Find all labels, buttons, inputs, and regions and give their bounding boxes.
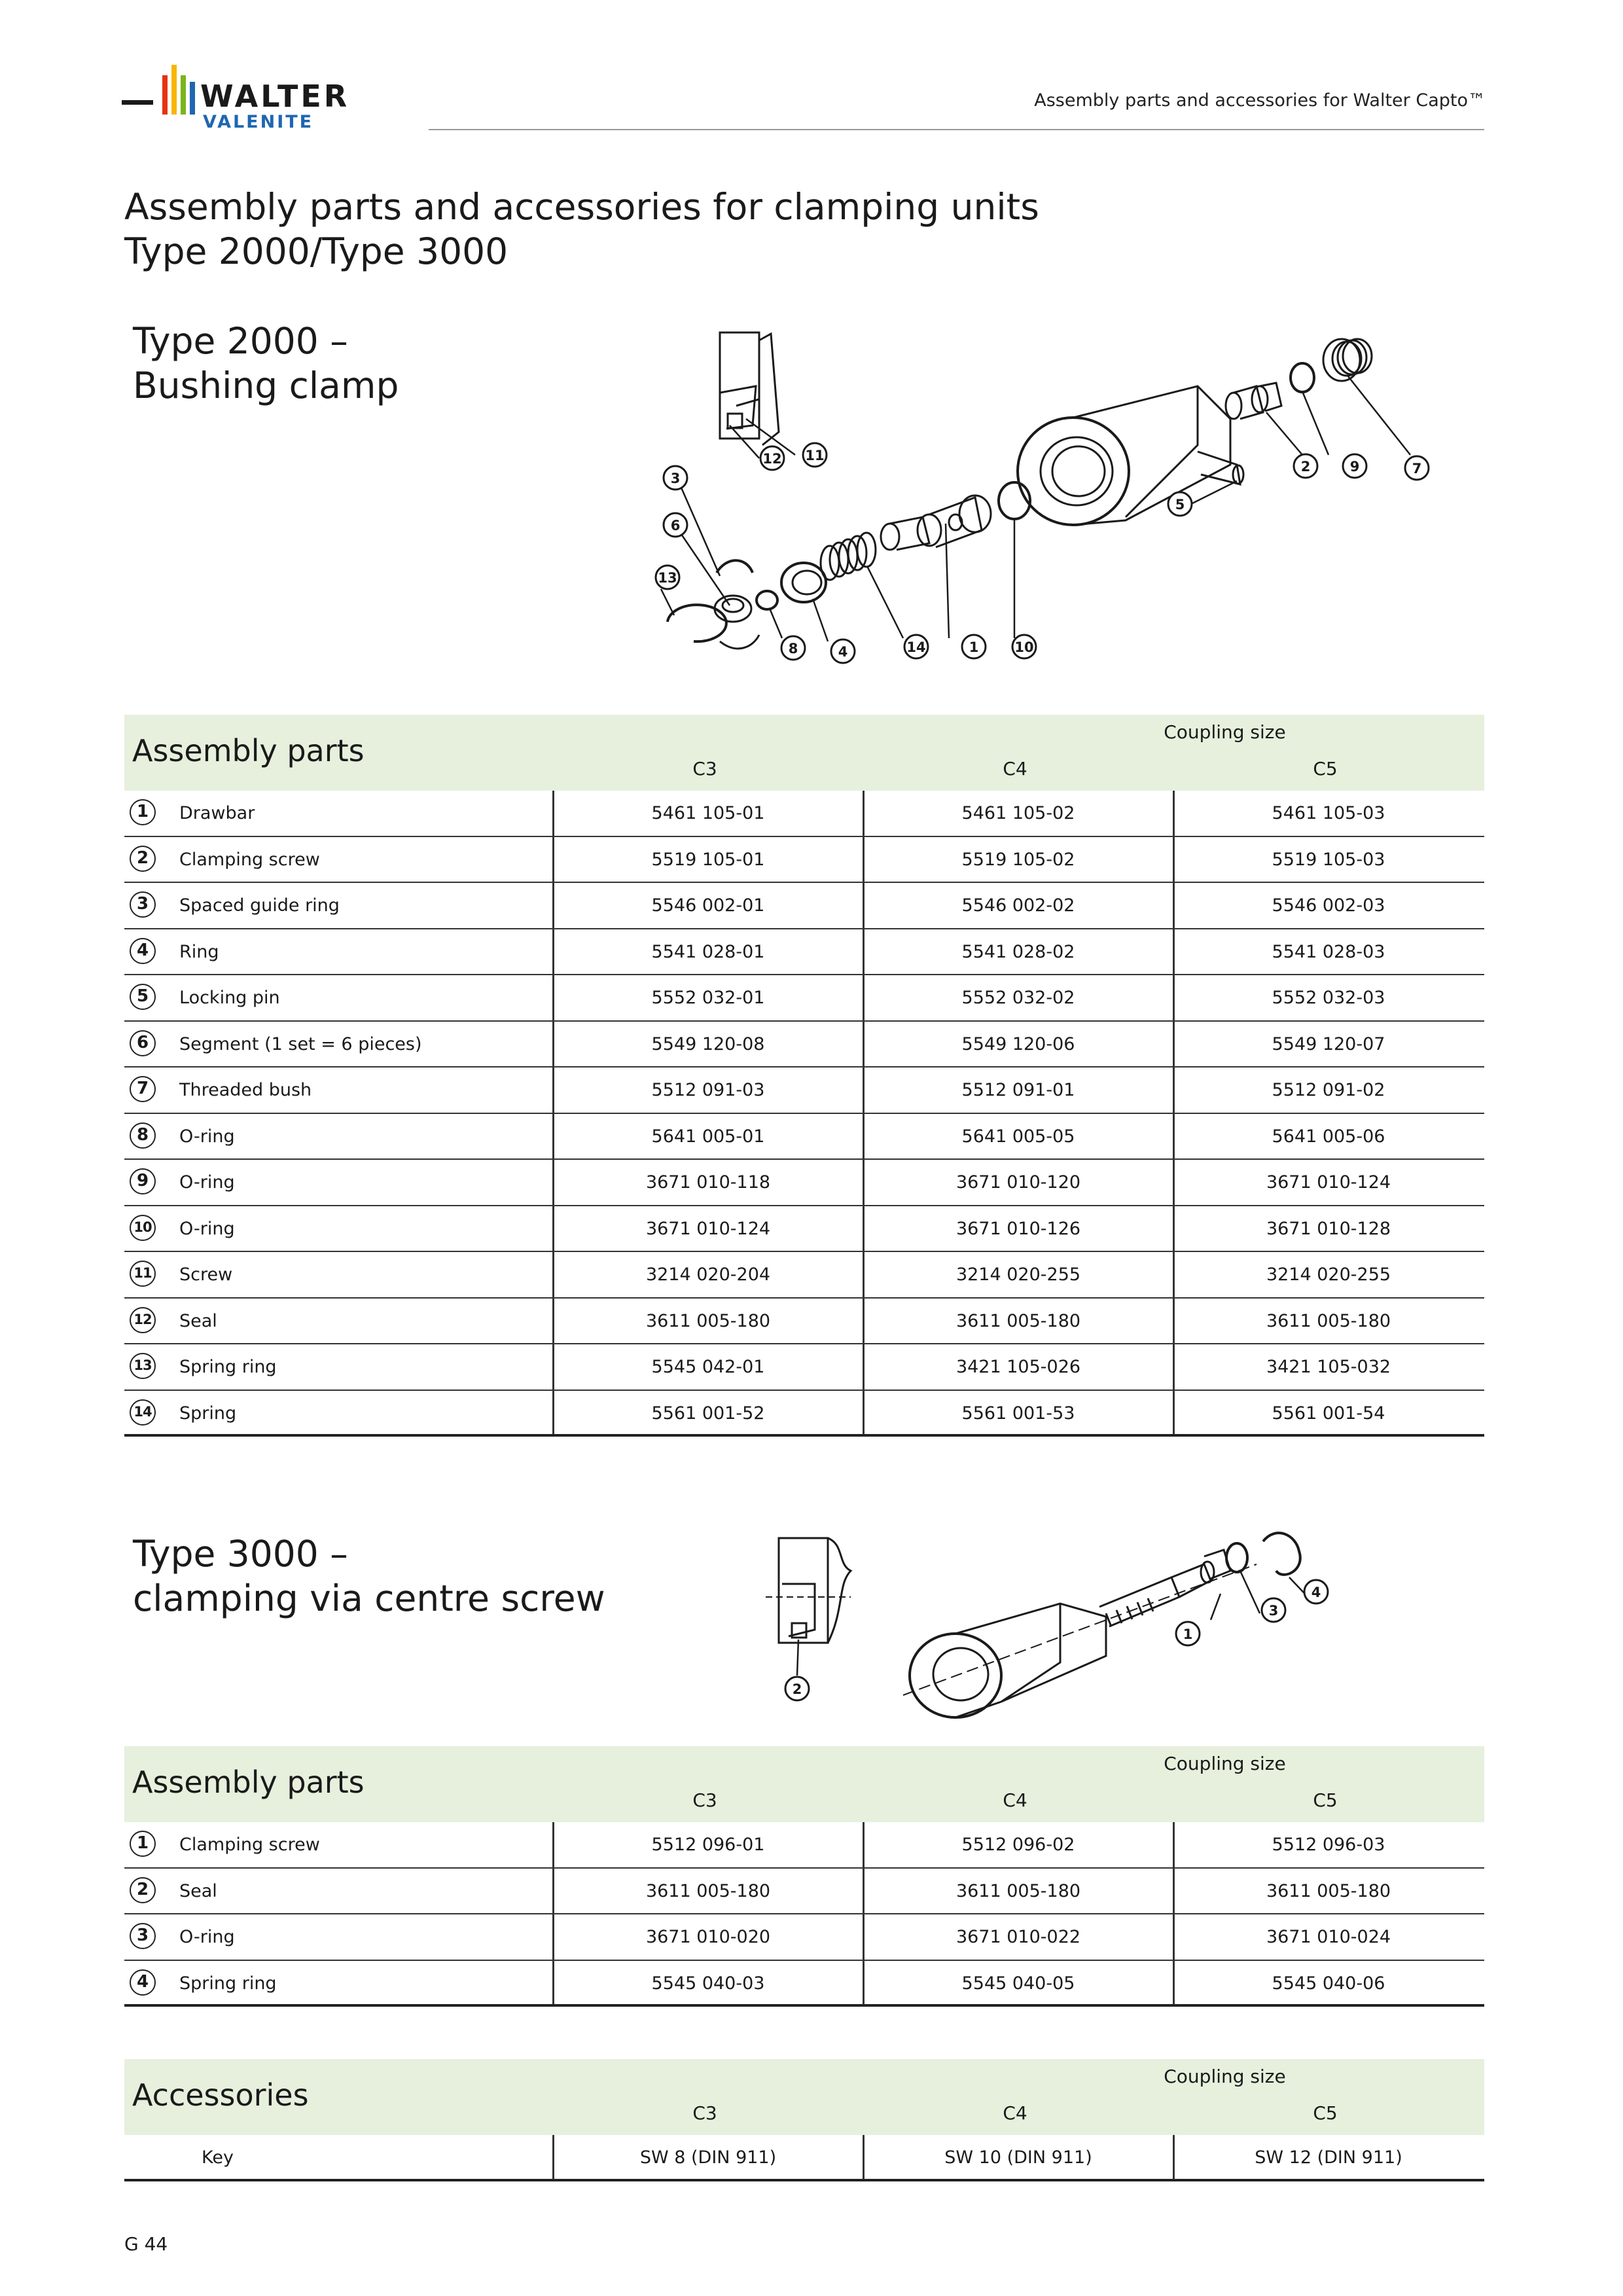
part-number-c5: 5461 105-03: [1272, 803, 1385, 823]
svg-text:4: 4: [838, 644, 848, 660]
part-number-c3: 3611 005-180: [645, 1880, 771, 1901]
part-number-c5: 5541 028-03: [1272, 941, 1385, 962]
o-ring-3: [1226, 1543, 1247, 1572]
callout-3: [664, 466, 687, 490]
svg-text:2: 2: [792, 1681, 802, 1697]
part-number-c5: SW 12 (DIN 911): [1255, 2147, 1402, 2168]
table-row: [124, 1252, 1484, 1299]
svg-text:2: 2: [1300, 459, 1311, 475]
table-row: [124, 1067, 1484, 1114]
coupling-size-label: Coupling size: [1164, 721, 1286, 743]
part-description: O-ring: [179, 1218, 235, 1239]
part-number-c3: 5545 040-03: [651, 1973, 765, 1994]
item-number-badge: 3: [130, 1923, 156, 1949]
table-label: Accessories: [132, 2077, 309, 2113]
guide-ring-3: [717, 560, 753, 573]
part-number-c3: 3671 010-118: [645, 1172, 771, 1193]
table-row: [124, 883, 1484, 929]
page-title-line2: Type 2000/Type 3000: [124, 230, 508, 272]
clamping-unit-body: [903, 1564, 1257, 1717]
ring-4: [781, 563, 826, 602]
part-number-c3: 5541 028-01: [651, 941, 765, 962]
svg-text:12: 12: [762, 451, 782, 467]
part-description: Spring ring: [179, 1357, 277, 1377]
clamping-screw-2: [1226, 383, 1281, 419]
part-description: Clamping screw: [179, 1835, 320, 1855]
t3000-callout-1: [1176, 1622, 1200, 1645]
part-description: O-ring: [179, 1126, 235, 1147]
type3000-assembly-table: [124, 1746, 1484, 2007]
o-ring-9: [1291, 363, 1314, 392]
svg-text:14: 14: [906, 639, 926, 655]
svg-text:3: 3: [670, 471, 681, 486]
type2000-title-line1: Type 2000 –: [133, 320, 348, 362]
part-number-c3: 5512 091-03: [651, 1080, 765, 1100]
type3000-table-body: [124, 1822, 1484, 2007]
type3000-table-header: [124, 1746, 1484, 1822]
part-description: Screw: [179, 1265, 233, 1285]
part-number-c4: SW 10 (DIN 911): [944, 2147, 1092, 2168]
part-number-c3: 3611 005-180: [645, 1310, 771, 1331]
accessories-table: [124, 2059, 1484, 2181]
item-number-badge: 12: [130, 1307, 156, 1333]
size-c5: C5: [1313, 1789, 1338, 1811]
table-row: [124, 1160, 1484, 1206]
table-row: [124, 1869, 1484, 1915]
t3000-callout-2: [785, 1677, 809, 1700]
type2000-table-header: [124, 715, 1484, 791]
table-row: [124, 975, 1484, 1022]
table-row: [124, 1391, 1484, 1437]
item-number-badge: 7: [130, 1076, 156, 1102]
callout-2: [1294, 454, 1317, 478]
part-number-c5: 3214 020-255: [1266, 1265, 1391, 1285]
svg-text:1: 1: [969, 639, 979, 655]
size-c5: C5: [1313, 2102, 1338, 2124]
part-number-c4: 5512 091-01: [961, 1080, 1075, 1100]
part-number-c5: 5561 001-54: [1272, 1403, 1385, 1424]
table-row: [124, 1914, 1484, 1961]
part-number-c5: 5641 005-06: [1272, 1126, 1385, 1147]
callout-11: [803, 443, 827, 467]
table-row: [124, 1206, 1484, 1253]
part-number-c4: 3611 005-180: [955, 1310, 1081, 1331]
part-description: O-ring: [179, 1172, 235, 1193]
t3000-callout-4: [1304, 1580, 1328, 1604]
part-number-c3: 5461 105-01: [651, 803, 765, 823]
item-number-badge: 1: [130, 1831, 156, 1857]
threaded-bush-7: [1323, 339, 1372, 381]
coupling-size-label: Coupling size: [1164, 1753, 1286, 1774]
svg-text:13: 13: [658, 570, 677, 586]
item-number-badge: 4: [130, 1969, 156, 1996]
part-number-c3: 5546 002-01: [651, 895, 765, 916]
part-number-c5: 3671 010-128: [1266, 1218, 1391, 1239]
part-number-c3: 5512 096-01: [651, 1835, 765, 1855]
part-number-c3: 3214 020-204: [645, 1265, 771, 1285]
item-number-badge: 1: [130, 799, 156, 825]
part-number-c3: 3671 010-020: [645, 1927, 771, 1947]
part-description: Locking pin: [179, 988, 280, 1008]
size-c4: C4: [1003, 758, 1027, 780]
accessory-description: Key: [202, 2147, 234, 2168]
item-number-badge: 6: [130, 1030, 156, 1056]
table-row: [124, 1822, 1484, 1869]
table-row: [124, 791, 1484, 837]
svg-text:4: 4: [1311, 1585, 1321, 1600]
part-number-c3: 5519 105-01: [651, 849, 765, 870]
size-c4: C4: [1003, 2102, 1027, 2124]
part-number-c5: 3611 005-180: [1266, 1310, 1391, 1331]
item-number-badge: 2: [130, 846, 156, 872]
part-number-c5: 5546 002-03: [1272, 895, 1385, 916]
svg-text:5: 5: [1175, 497, 1185, 512]
type2000-title: [133, 319, 399, 408]
part-number-c5: 5512 091-02: [1272, 1080, 1385, 1100]
part-number-c4: 3214 020-255: [955, 1265, 1081, 1285]
table-row: [124, 837, 1484, 884]
part-number-c3: 5545 042-01: [651, 1357, 765, 1377]
type2000-exploded-diagram: [622, 314, 1472, 681]
item-number-badge: 13: [130, 1353, 156, 1379]
part-number-c5: 5549 120-07: [1272, 1033, 1385, 1054]
part-number-c4: 3611 005-180: [955, 1880, 1081, 1901]
table-row: [124, 1344, 1484, 1391]
page-title-line1: Assembly parts and accessories for clamping units: [124, 186, 1039, 228]
item-number-badge: 14: [130, 1399, 156, 1426]
part-number-c4: 5546 002-02: [961, 895, 1075, 916]
page-title: [124, 185, 1039, 274]
item-number-badge: 8: [130, 1122, 156, 1149]
size-c4: C4: [1003, 1789, 1027, 1811]
accessories-table-header: [124, 2059, 1484, 2135]
table-row: [124, 1299, 1484, 1345]
type2000-table-body: [124, 791, 1484, 1437]
table-row: [124, 1961, 1484, 2007]
table-row: [124, 1114, 1484, 1160]
part-number-c4: 5641 005-05: [961, 1126, 1075, 1147]
brand-top: WALTER: [200, 79, 350, 114]
header-divider: [429, 129, 1484, 130]
spring-14: [821, 533, 876, 580]
part-description: Segment (1 set = 6 pieces): [179, 1033, 422, 1054]
svg-text:11: 11: [805, 448, 825, 463]
svg-text:10: 10: [1014, 639, 1034, 655]
part-description: Ring: [179, 941, 219, 962]
part-description: Spring: [179, 1403, 237, 1424]
callout-12: [760, 446, 784, 470]
part-number-c4: 5549 120-06: [961, 1033, 1075, 1054]
size-c3: C3: [692, 758, 717, 780]
callout-6: [664, 513, 687, 537]
part-number-c5: 5519 105-03: [1272, 849, 1385, 870]
part-number-c5: 5552 032-03: [1272, 988, 1385, 1008]
coupling-size-label: Coupling size: [1164, 2066, 1286, 2087]
page-number: G 44: [124, 2233, 168, 2255]
part-number-c4: 3671 010-022: [955, 1927, 1081, 1947]
part-description: Spaced guide ring: [179, 895, 340, 916]
part-number-c4: 5545 040-05: [961, 1973, 1075, 1994]
part-number-c5: 3671 010-124: [1266, 1172, 1391, 1193]
part-number-c4: 5552 032-02: [961, 988, 1075, 1008]
accessories-table-body: [124, 2135, 1484, 2181]
svg-text:3: 3: [1268, 1603, 1279, 1619]
spring-ring-13: [668, 605, 726, 641]
table-label: Assembly parts: [132, 733, 365, 768]
type2000-assembly-table: [124, 715, 1484, 1437]
svg-text:8: 8: [788, 641, 798, 656]
callout-10: [1012, 635, 1036, 658]
part-number-c4: 3421 105-026: [955, 1357, 1081, 1377]
item-number-badge: 4: [130, 938, 156, 964]
callout-7: [1405, 456, 1429, 480]
part-number-c3: 3671 010-124: [645, 1218, 771, 1239]
part-description: O-ring: [179, 1927, 235, 1947]
o-ring-8: [757, 591, 777, 609]
part-number-c3: 5641 005-01: [651, 1126, 765, 1147]
part-description: Threaded bush: [179, 1080, 312, 1100]
svg-text:7: 7: [1412, 461, 1422, 476]
clamping-screw-1: [1099, 1550, 1230, 1626]
bushing-body: [1018, 386, 1230, 525]
type2000-detail-inset: [720, 332, 779, 445]
svg-text:6: 6: [670, 518, 681, 533]
type3000-exploded-diagram: [753, 1505, 1342, 1728]
spring-ring-4: [1263, 1533, 1300, 1575]
item-number-badge: 10: [130, 1215, 156, 1241]
type3000-title: [133, 1532, 605, 1621]
callout-13: [656, 565, 679, 589]
part-number-c3: 5561 001-52: [651, 1403, 765, 1424]
item-number-badge: 11: [130, 1261, 156, 1287]
table-label: Assembly parts: [132, 1765, 365, 1800]
logo-mark-icon: [122, 62, 403, 134]
part-number-c5: 5545 040-06: [1272, 1973, 1385, 1994]
size-c3: C3: [692, 2102, 717, 2124]
svg-text:1: 1: [1183, 1626, 1193, 1642]
size-c3: C3: [692, 1789, 717, 1811]
table-row: [124, 1022, 1484, 1068]
item-number-badge: 3: [130, 891, 156, 918]
type2000-title-line2: Bushing clamp: [133, 365, 399, 406]
drawbar-1: [881, 495, 991, 550]
part-number-c4: 5519 105-02: [961, 849, 1075, 870]
item-number-badge: 5: [130, 984, 156, 1010]
part-number-c4: 5461 105-02: [961, 803, 1075, 823]
callout-1: [962, 635, 986, 658]
part-number-c4: 5512 096-02: [961, 1835, 1075, 1855]
type3000-title-line2: clamping via centre screw: [133, 1577, 605, 1619]
part-description: Clamping screw: [179, 849, 320, 870]
callout-5: [1168, 492, 1192, 516]
callout-4: [831, 639, 855, 663]
part-description: Spring ring: [179, 1973, 277, 1994]
part-number-c5: 5512 096-03: [1272, 1835, 1385, 1855]
part-number-c5: 3611 005-180: [1266, 1880, 1391, 1901]
table-row: [124, 2135, 1484, 2181]
table-row: [124, 929, 1484, 976]
segment-6: [715, 596, 759, 649]
part-description: Drawbar: [179, 803, 255, 823]
callout-8: [781, 636, 805, 660]
part-number-c4: 3671 010-120: [955, 1172, 1081, 1193]
part-number-c4: 5541 028-02: [961, 941, 1075, 962]
t3000-callout-3: [1262, 1598, 1285, 1622]
part-description: Seal: [179, 1310, 217, 1331]
type3000-title-line1: Type 3000 –: [133, 1533, 348, 1575]
running-title: Assembly parts and accessories for Walter Capto™: [1034, 90, 1486, 111]
part-number-c3: 5552 032-01: [651, 988, 765, 1008]
part-number-c3: 5549 120-08: [651, 1033, 765, 1054]
part-number-c4: 3671 010-126: [955, 1218, 1081, 1239]
callout-9: [1343, 454, 1366, 478]
part-description: Seal: [179, 1880, 217, 1901]
callout-14: [904, 635, 928, 658]
walter-valenite-logo: [122, 62, 403, 134]
part-number-c4: 5561 001-53: [961, 1403, 1075, 1424]
part-number-c3: SW 8 (DIN 911): [639, 2147, 777, 2168]
part-number-c5: 3421 105-032: [1266, 1357, 1391, 1377]
type3000-detail-inset: [766, 1538, 851, 1643]
svg-text:9: 9: [1349, 459, 1360, 475]
item-number-badge: 2: [130, 1877, 156, 1903]
item-number-badge: 9: [130, 1168, 156, 1194]
part-number-c5: 3671 010-024: [1266, 1927, 1391, 1947]
size-c5: C5: [1313, 758, 1338, 780]
brand-bottom: VALENITE: [203, 112, 314, 132]
